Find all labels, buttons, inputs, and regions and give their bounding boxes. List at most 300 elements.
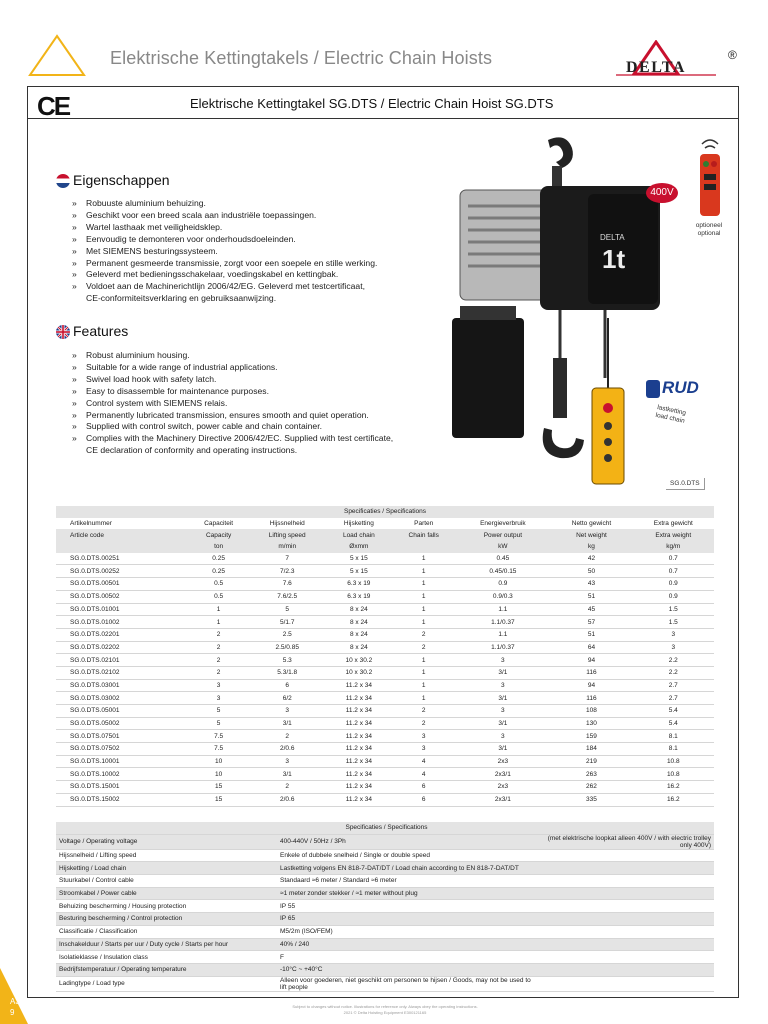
table-cell: 5/1.7	[249, 616, 326, 629]
table-cell: 1	[392, 578, 455, 591]
table-cell: 11.2 x 34	[326, 743, 392, 756]
list-item: » Robust aluminium housing.	[72, 350, 442, 362]
list-item: » Geschikt voor een breed scala aan industriële toepassingen.	[72, 210, 432, 222]
table-cell: 4	[392, 768, 455, 781]
table-cell: SG.0.DTS.07502	[56, 743, 188, 756]
table-cell: SG.0.DTS.07501	[56, 730, 188, 743]
table-cell: 7/2.3	[249, 565, 326, 578]
list-item: » Geleverd met bedieningsschakelaar, voedingskabel en kettingbak.	[72, 269, 432, 281]
list-item-continuation: CE-conformiteitsverklaring en gebruiksaanwijzing.	[86, 293, 277, 304]
spec-value: Lastketting volgens EN 818-7-DAT/DT / Load chain according to EN 818-7-DAT/DT	[277, 862, 531, 875]
list-item: » Easy to disassemble for maintenance purposes.	[72, 386, 442, 398]
table-cell: 11.2 x 34	[326, 768, 392, 781]
table-cell: 3/1	[455, 692, 550, 705]
table-cell: SG.0.DTS.02201	[56, 628, 188, 641]
table-cell: 8.1	[633, 743, 714, 756]
table-cell: SG.0.DTS.02202	[56, 641, 188, 654]
table-cell: 50	[550, 565, 632, 578]
capacity-label: 1t	[602, 244, 626, 274]
spec-extra	[531, 849, 714, 862]
table-cell: 2x3/1	[455, 768, 550, 781]
table-cell: 219	[550, 755, 632, 768]
table-cell: 3/1	[249, 768, 326, 781]
table-cell: SG.0.DTS.01001	[56, 603, 188, 616]
table-cell: 3	[249, 755, 326, 768]
brand-name: DELTA	[626, 59, 686, 76]
table-cell: 1	[392, 603, 455, 616]
table-cell: SG.0.DTS.15001	[56, 781, 188, 794]
table-cell: 1	[392, 692, 455, 705]
en-feature-list	[72, 350, 442, 457]
table-cell: 2.7	[633, 692, 714, 705]
table-cell: 2	[392, 705, 455, 718]
table-cell: 11.2 x 34	[326, 692, 392, 705]
table-row	[56, 692, 714, 705]
table-row	[56, 768, 714, 781]
table-cell: SG.0.DTS.02101	[56, 654, 188, 667]
table-cell: 0.25	[188, 565, 248, 578]
model-tag: SG.0.DTS	[666, 478, 705, 490]
table-cell: 2x3/1	[455, 793, 550, 806]
table-cell: 2	[188, 628, 248, 641]
nl-feature-list	[72, 198, 432, 305]
voltage-badge: 400V	[646, 183, 678, 203]
unit-header	[56, 541, 188, 553]
rud-icon	[646, 380, 660, 398]
table-cell: 8 x 24	[326, 641, 392, 654]
general-specifications-table	[56, 822, 714, 992]
table-cell: 10	[188, 768, 248, 781]
spec-label: Stuurkabel / Control cable	[56, 875, 277, 888]
table-row	[56, 590, 714, 603]
table-cell: SG.0.DTS.10002	[56, 768, 188, 781]
table-cell: 1	[392, 553, 455, 565]
table-cell: 0.9	[455, 578, 550, 591]
table-cell: 0.7	[633, 553, 714, 565]
table-cell: 43	[550, 578, 632, 591]
spec-value: M5/2m (ISO/FEM)	[277, 925, 531, 938]
spec-row	[56, 834, 714, 849]
table-cell: 16.2	[633, 793, 714, 806]
table-cell: 10.8	[633, 768, 714, 781]
table-cell: 0.45/0.15	[455, 565, 550, 578]
spec-row	[56, 925, 714, 938]
table-cell: 2/0.6	[249, 743, 326, 756]
spec-row	[56, 887, 714, 900]
spec-label: Voltage / Operating voltage	[56, 834, 277, 849]
table-cell: 2/0.6	[249, 793, 326, 806]
chain-hoist-image	[420, 128, 720, 488]
column-header: Artikelnummer	[70, 520, 112, 528]
table-cell: 1	[392, 616, 455, 629]
table-cell: 2.2	[633, 666, 714, 679]
table-cell: 8 x 24	[326, 628, 392, 641]
uk-flag-icon	[56, 325, 70, 339]
table-cell: 5.4	[633, 705, 714, 718]
list-item: » Eenvoudig te demonteren voor onderhoudsdoeleinden.	[72, 234, 432, 246]
spec-extra	[531, 976, 714, 991]
rud-logo-text: RUD	[662, 378, 699, 397]
spec-value: -10°C ~ +40°C	[277, 963, 531, 976]
table-cell: 5.3	[249, 654, 326, 667]
table-cell: 8 x 24	[326, 616, 392, 629]
table-cell: 1.1/0.37	[455, 641, 550, 654]
table-cell: 3	[455, 730, 550, 743]
table-cell: 8 x 24	[326, 603, 392, 616]
spec-label: Classificatie / Classification	[56, 925, 277, 938]
table-cell: SG.0.DTS.00252	[56, 565, 188, 578]
list-item: » Supplied with control switch, power cable and chain container.	[72, 421, 442, 433]
spec-extra	[531, 963, 714, 976]
table-row	[56, 717, 714, 730]
table-cell: 11.2 x 34	[326, 705, 392, 718]
table-cell: 0.9	[633, 578, 714, 591]
spec-row	[56, 875, 714, 888]
column-header: Hijsketting	[343, 520, 374, 528]
table-cell: 3/1	[455, 743, 550, 756]
spec-value: Alleen voor goederen, niet geschikt om personen te hijsen / Goods, may not be used to lift people	[277, 976, 531, 991]
table-cell: 3	[455, 705, 550, 718]
table-cell: 0.9	[633, 590, 714, 603]
table-cell: 3	[188, 692, 248, 705]
spec-row	[56, 913, 714, 926]
list-item: » Met SIEMENS besturingssysteem.	[72, 246, 432, 258]
table-cell: 94	[550, 654, 632, 667]
table-cell: 3/1	[455, 717, 550, 730]
table-cell: 2.5	[249, 628, 326, 641]
column-header: Power output	[483, 531, 523, 539]
spec-label: Ladingtype / Load type	[56, 976, 277, 991]
table-cell: 1.5	[633, 616, 714, 629]
table-cell: 10 x 30.2	[326, 654, 392, 667]
table-row	[56, 743, 714, 756]
table-cell: 5	[188, 717, 248, 730]
table-cell: 116	[550, 692, 632, 705]
table-row	[56, 616, 714, 629]
table-cell: 11.2 x 34	[326, 730, 392, 743]
table-cell: SG.0.DTS.00502	[56, 590, 188, 603]
registered-mark: ®	[728, 48, 737, 62]
table-cell: 130	[550, 717, 632, 730]
spec-value: IP 55	[277, 900, 531, 913]
table-cell: SG.0.DTS.15002	[56, 793, 188, 806]
table-row	[56, 730, 714, 743]
table-cell: 6.3 x 19	[326, 590, 392, 603]
spec-value: IP 65	[277, 913, 531, 926]
spec-label: Besturing bescherming / Control protection	[56, 913, 277, 926]
table-cell: 11.2 x 34	[326, 781, 392, 794]
list-item: » Suitable for a wide range of industrial applications.	[72, 362, 442, 374]
spec-row	[56, 900, 714, 913]
spec-extra	[531, 938, 714, 951]
spec-row	[56, 963, 714, 976]
table-cell: 3/1	[249, 717, 326, 730]
rud-caption: lastketting load chain	[654, 404, 687, 425]
table-caption: Specificaties / Specifications	[343, 508, 426, 516]
rud-chain-logo	[646, 378, 716, 428]
table-cell: 0.5	[188, 578, 248, 591]
column-header: Lifting speed	[268, 531, 306, 539]
table-cell: 6	[392, 781, 455, 794]
column-header: Extra gewicht	[653, 520, 693, 528]
table-cell: 2	[188, 641, 248, 654]
spec-table-body	[56, 553, 714, 806]
table-cell: 1.1	[455, 603, 550, 616]
table-caption: Specificaties / Specifications	[56, 822, 714, 834]
table-cell: 1	[392, 679, 455, 692]
spec-value: Standaard ≈6 meter / Standard ≈6 meter	[277, 875, 531, 888]
table-cell: 11.2 x 34	[326, 717, 392, 730]
table-row	[56, 793, 714, 806]
table-cell: 7.6	[249, 578, 326, 591]
table-cell: 6.3 x 19	[326, 578, 392, 591]
table-cell: 15	[188, 793, 248, 806]
spec-value: 400-440V / 50Hz / 3Ph	[277, 834, 531, 849]
table-cell: 1	[392, 654, 455, 667]
table-cell: 3	[455, 654, 550, 667]
ce-mark: CE	[37, 91, 70, 121]
en-heading: Features	[73, 323, 129, 339]
spec-row	[56, 849, 714, 862]
table-cell: 2x3	[455, 781, 550, 794]
spec-label: Stroomkabel / Power cable	[56, 887, 277, 900]
unit-header: Øxmm	[349, 543, 369, 551]
spec-extra	[531, 875, 714, 888]
column-header: Capacity	[205, 531, 232, 539]
table-cell: 0.45	[455, 553, 550, 565]
table-cell: 1.1	[455, 628, 550, 641]
general-specs-body	[56, 834, 714, 991]
header-title: Elektrische Kettingtakels / Electric Chain Hoists	[110, 48, 493, 68]
table-cell: 1	[188, 603, 248, 616]
table-cell: 1	[188, 616, 248, 629]
table-row	[56, 628, 714, 641]
spec-extra	[531, 913, 714, 926]
table-cell: 1.5	[633, 603, 714, 616]
table-cell: 3	[633, 641, 714, 654]
spec-value: 40% / 240	[277, 938, 531, 951]
table-cell: 116	[550, 666, 632, 679]
remote-control-image	[694, 136, 726, 220]
table-cell: 0.5	[188, 590, 248, 603]
spec-extra	[531, 887, 714, 900]
page-index: 9	[10, 1008, 15, 1017]
table-cell: SG.0.DTS.00501	[56, 578, 188, 591]
footer-note	[220, 1004, 550, 1016]
table-cell: 11.2 x 34	[326, 679, 392, 692]
column-header: Net weight	[576, 531, 607, 539]
table-cell: SG.0.DTS.01002	[56, 616, 188, 629]
table-cell: 10.8	[633, 755, 714, 768]
column-header: Energieverbruik	[480, 520, 526, 528]
page-code: A3	[10, 997, 20, 1006]
page-number	[10, 996, 20, 1018]
delta-triangle-logo	[28, 34, 86, 78]
table-cell: 6	[249, 679, 326, 692]
unit-header	[392, 541, 455, 553]
table-cell: 2x3	[455, 755, 550, 768]
table-cell: 6/2	[249, 692, 326, 705]
table-cell: 64	[550, 641, 632, 654]
spec-label: Isolatieklasse / Insulation class	[56, 951, 277, 964]
table-cell: 5 x 15	[326, 553, 392, 565]
table-cell: 7.6/2.5	[249, 590, 326, 603]
table-row	[56, 755, 714, 768]
spec-extra	[531, 925, 714, 938]
table-cell: SG.0.DTS.02102	[56, 666, 188, 679]
table-row	[56, 641, 714, 654]
list-item-continuation: CE declaration of conformity and operating instructions.	[86, 445, 298, 456]
list-item: » Permanent gesmeerde transmissie, zorgt voor een soepele en stille werking.	[72, 258, 432, 270]
list-item: » Swivel load hook with safety latch.	[72, 374, 442, 386]
spec-label: Inschakelduur / Starts per uur / Duty cycle / Starts per hour	[56, 938, 277, 951]
table-row	[56, 705, 714, 718]
table-cell: 45	[550, 603, 632, 616]
spec-extra	[531, 951, 714, 964]
table-cell: 4	[392, 755, 455, 768]
table-cell: 5.4	[633, 717, 714, 730]
table-cell: 51	[550, 628, 632, 641]
column-header: Hijssnelheid	[269, 520, 305, 528]
spec-value: F	[277, 951, 531, 964]
table-cell: 2	[249, 730, 326, 743]
table-cell: 2	[392, 628, 455, 641]
table-cell: 3	[188, 679, 248, 692]
table-cell: 0.7	[633, 565, 714, 578]
table-cell: 3	[455, 679, 550, 692]
table-cell: 5 x 15	[326, 565, 392, 578]
table-cell: 2.5/0.85	[249, 641, 326, 654]
table-cell: 5	[188, 705, 248, 718]
table-cell: 5	[249, 603, 326, 616]
table-cell: 1	[392, 565, 455, 578]
spec-label: Hijsketting / Load chain	[56, 862, 277, 875]
table-cell: 2.7	[633, 679, 714, 692]
unit-header: m/min	[278, 543, 297, 551]
frame-divider	[27, 118, 739, 119]
footer-disclaimer: Subject to changes without notice. Illustrations for reference only. Always obey the operating instructions.	[292, 1004, 478, 1009]
table-cell: 16.2	[633, 781, 714, 794]
table-cell: 2.2	[633, 654, 714, 667]
table-cell: 263	[550, 768, 632, 781]
table-cell: SG.0.DTS.00251	[56, 553, 188, 565]
spec-value: Enkele of dubbele snelheid / Single or double speed	[277, 849, 531, 862]
spec-row	[56, 862, 714, 875]
table-cell: 3	[392, 743, 455, 756]
table-cell: SG.0.DTS.03002	[56, 692, 188, 705]
table-cell: 5.3/1.8	[249, 666, 326, 679]
spec-row	[56, 976, 714, 991]
table-cell: 11.2 x 34	[326, 755, 392, 768]
table-cell: 94	[550, 679, 632, 692]
list-item: » Robuuste aluminium behuizing.	[72, 198, 432, 210]
table-cell: 184	[550, 743, 632, 756]
table-cell: 1	[392, 666, 455, 679]
table-cell: 7.5	[188, 743, 248, 756]
column-header: Article code	[70, 531, 104, 539]
optional-label: optioneel optional	[695, 222, 723, 237]
netherlands-flag-icon	[56, 174, 70, 188]
list-item: » Voldoet aan de Machinerichtlijn 2006/42/EG. Geleverd met testcertificaat,	[72, 281, 432, 293]
spec-label: Hijssnelheid / Lifting speed	[56, 849, 277, 862]
table-cell: 2	[249, 781, 326, 794]
table-cell: 7	[249, 553, 326, 565]
table-row	[56, 781, 714, 794]
table-row	[56, 666, 714, 679]
column-header: Chain falls	[408, 531, 439, 539]
column-header: Capaciteit	[204, 520, 234, 528]
delta-brand-logo	[616, 40, 746, 80]
column-header: Parten	[414, 520, 434, 528]
spec-extra	[531, 862, 714, 875]
table-cell: 0.25	[188, 553, 248, 565]
table-cell: SG.0.DTS.03001	[56, 679, 188, 692]
table-cell: 1.1/0.37	[455, 616, 550, 629]
list-item: » Permanently lubricated transmission, ensures smooth and quiet operation.	[72, 410, 442, 422]
spec-row	[56, 938, 714, 951]
table-row	[56, 603, 714, 616]
table-cell: 3	[633, 628, 714, 641]
product-title: Elektrische Kettingtakel SG.DTS / Electric Chain Hoist SG.DTS	[190, 96, 554, 111]
unit-header: kW	[498, 543, 508, 551]
list-item: » Control system with SIEMENS relais.	[72, 398, 442, 410]
spec-value: ≈1 meter zonder stekker / ≈1 meter without plug	[277, 887, 531, 900]
table-cell: SG.0.DTS.10001	[56, 755, 188, 768]
table-cell: 42	[550, 553, 632, 565]
table-cell: 11.2 x 34	[326, 793, 392, 806]
table-row	[56, 578, 714, 591]
table-cell: 2	[392, 717, 455, 730]
table-cell: 262	[550, 781, 632, 794]
table-cell: 2	[392, 641, 455, 654]
table-cell: 1	[392, 590, 455, 603]
table-row	[56, 654, 714, 667]
spec-extra	[531, 900, 714, 913]
table-cell: 3	[392, 730, 455, 743]
table-cell: 51	[550, 590, 632, 603]
table-cell: 15	[188, 781, 248, 794]
table-cell: 10	[188, 755, 248, 768]
unit-header: kg	[588, 543, 595, 551]
table-cell: 335	[550, 793, 632, 806]
column-header: Netto gewicht	[571, 520, 612, 528]
unit-header: ton	[214, 543, 224, 551]
table-row	[56, 553, 714, 565]
table-cell: 108	[550, 705, 632, 718]
table-cell: SG.0.DTS.05002	[56, 717, 188, 730]
unit-header: kg/m	[666, 543, 681, 551]
column-header: Extra weight	[655, 531, 692, 539]
footer-copyright: 2021 © Delta Hoisting Equipment E300121165	[343, 1010, 427, 1015]
table-cell: SG.0.DTS.05001	[56, 705, 188, 718]
table-cell: 8.1	[633, 730, 714, 743]
list-item: » Wartel lasthaak met veiligheidsklep.	[72, 222, 432, 234]
nl-heading: Eigenschappen	[73, 172, 170, 188]
table-cell: 3/1	[455, 666, 550, 679]
spec-extra: (met elektrische loopkat alleen 400V / with electric trolley only 400V)	[531, 834, 714, 849]
table-cell: 10 x 30.2	[326, 666, 392, 679]
specifications-table	[56, 506, 714, 807]
table-cell: 0.9/0.3	[455, 590, 550, 603]
table-cell: 159	[550, 730, 632, 743]
table-cell: 2	[188, 666, 248, 679]
spec-label: Behuizing bescherming / Housing protection	[56, 900, 277, 913]
table-row	[56, 565, 714, 578]
spec-label: Bedrijfstemperatuur / Operating temperature	[56, 963, 277, 976]
table-cell: 2	[188, 654, 248, 667]
spec-row	[56, 951, 714, 964]
column-header: Load chain	[342, 531, 375, 539]
